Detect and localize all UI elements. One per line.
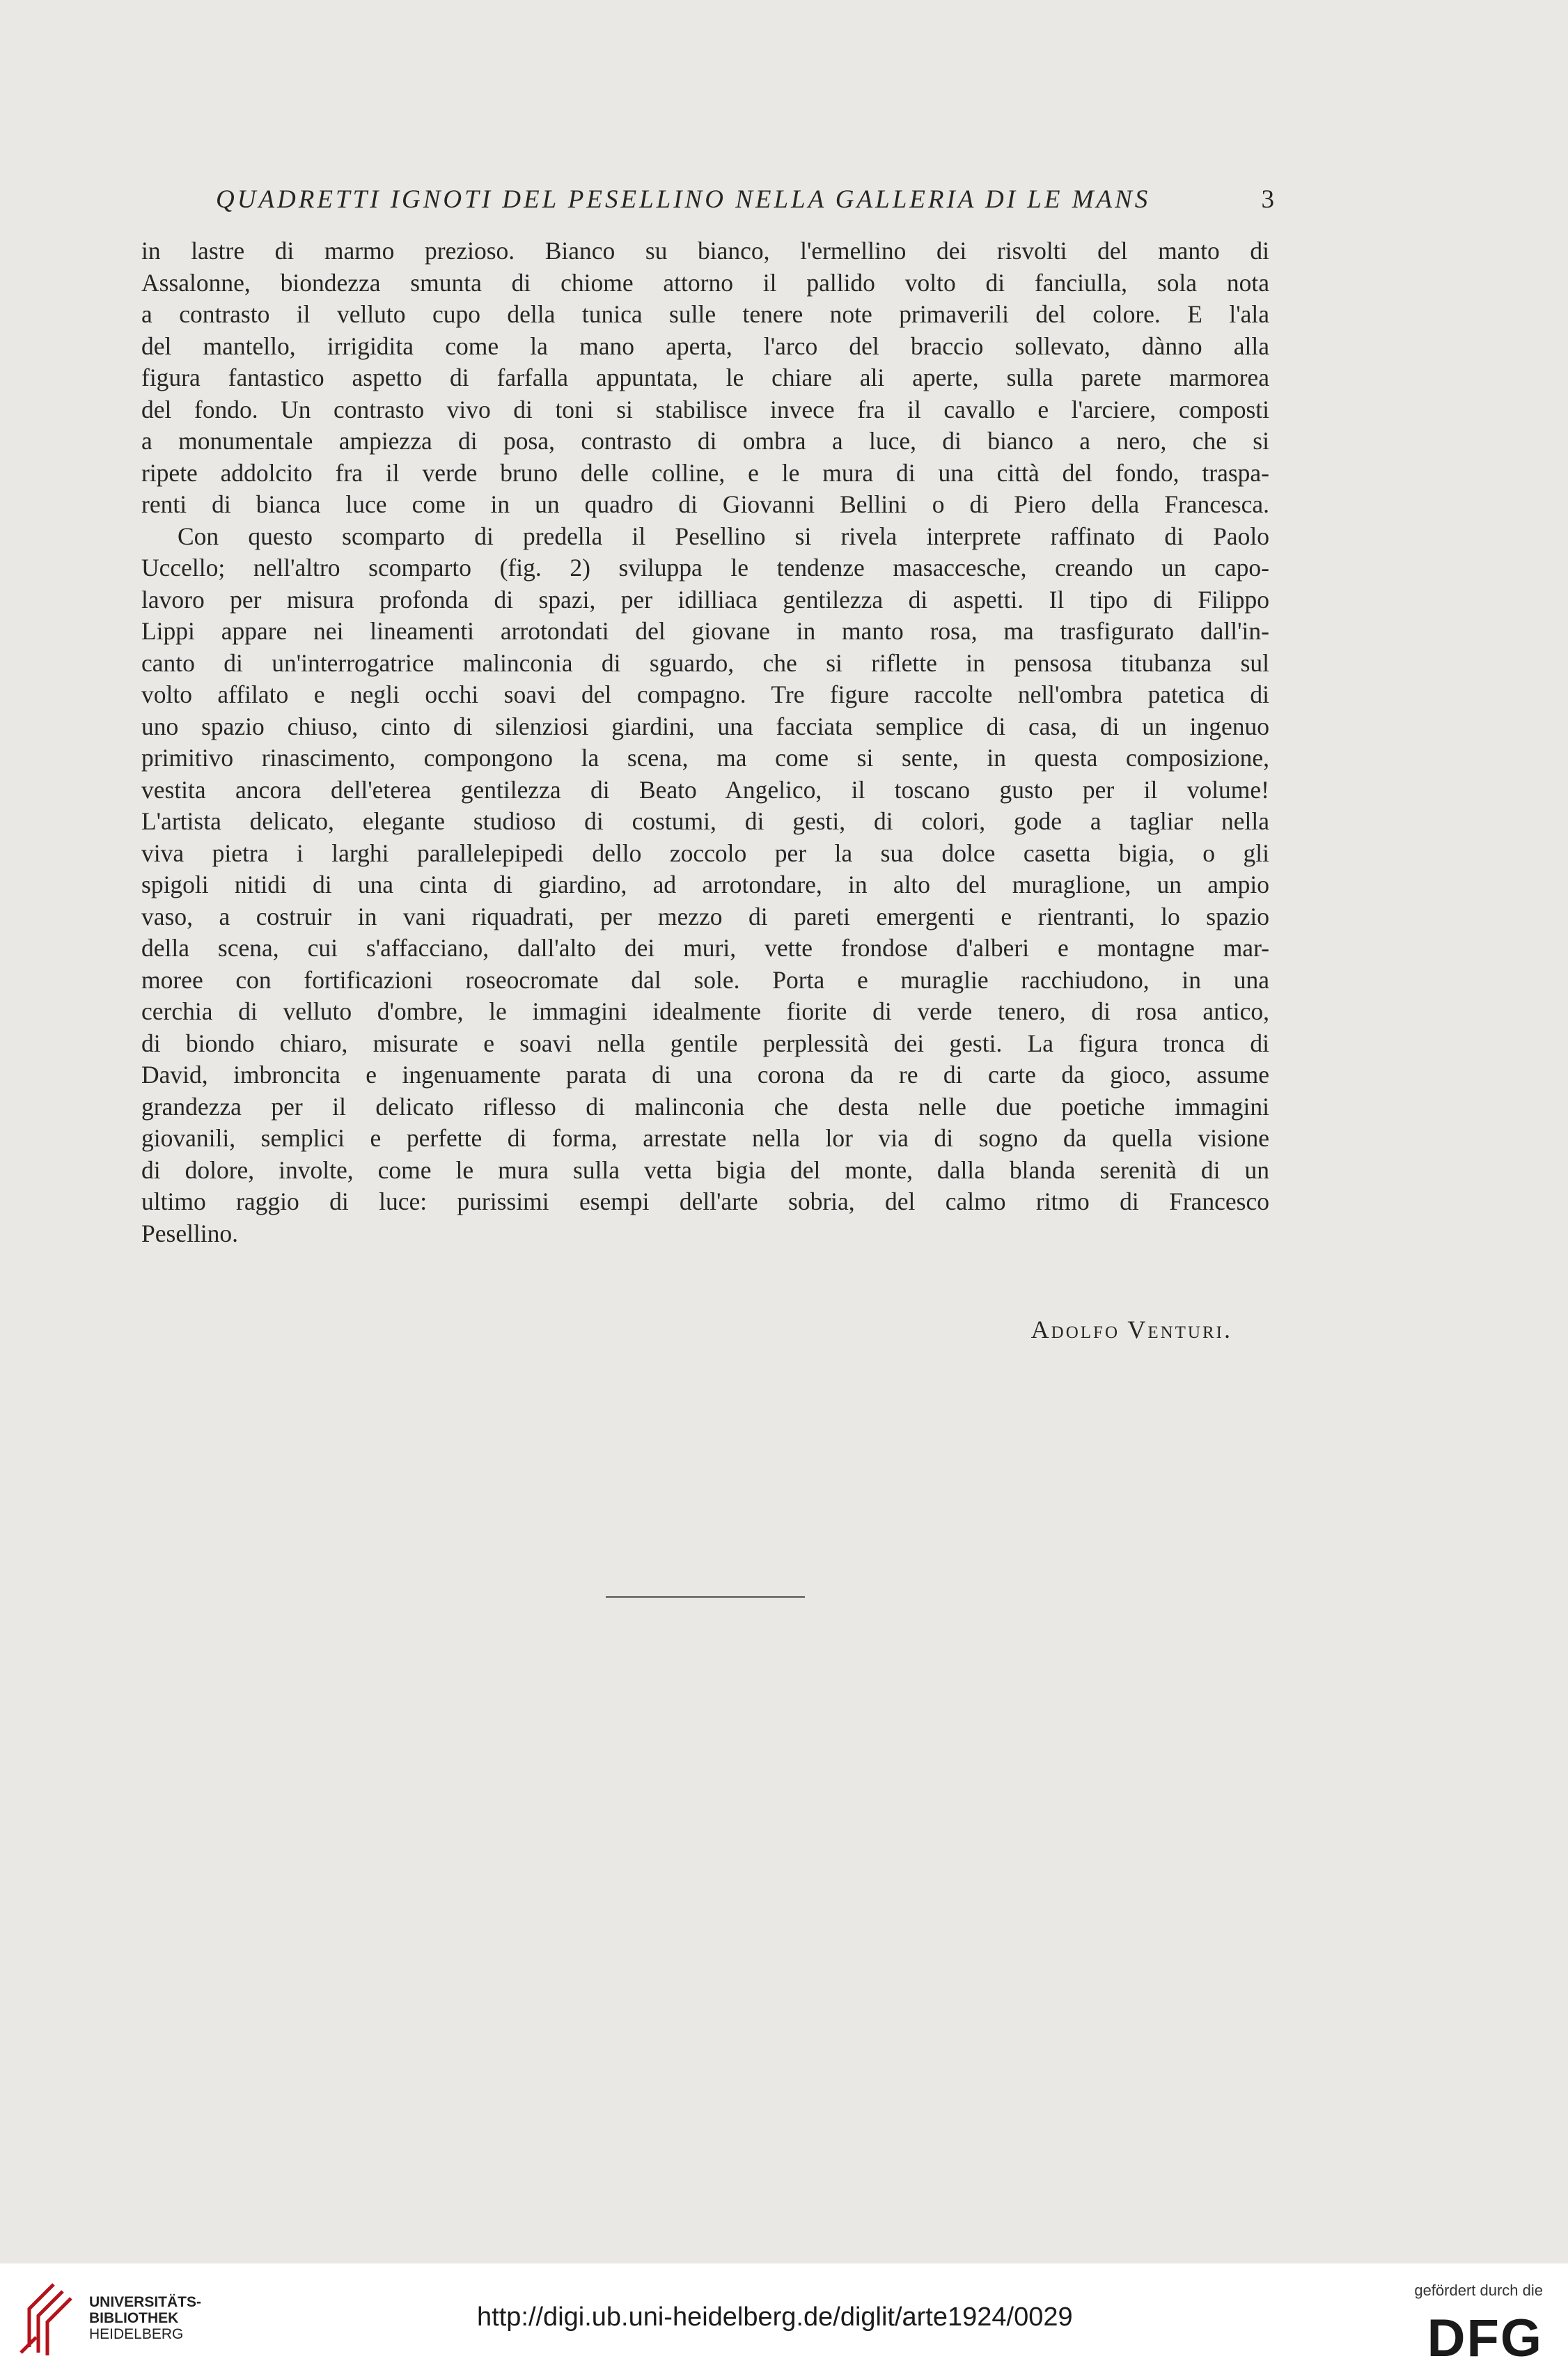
text-line: primitivo rinascimento, compongono la scena, ma come si sente, in questa composizione, [141,744,1269,772]
text-line: vestita ancora dell'eterea gentilezza di Beato Angelico, il toscano gusto per il volume! [141,775,1269,804]
text-line: Lippi appare nei lineamenti arrotondati del giovane in manto rosa, ma trasfigurato dall'in- [141,617,1269,645]
text-line: di dolore, involte, come le mura sulla vetta bigia del monte, dalla blanda serenità di un [141,1155,1269,1184]
running-head-title: QUADRETTI IGNOTI DEL PESELLINO NELLA GALLERIA DI LE MANS [216,185,1151,214]
text-line: viva pietra i larghi parallelepipedi dello zoccolo per la sua dolce casetta bigia, o gli [141,839,1269,867]
funded-by-label: gefördert durch die [1414,2282,1543,2299]
text-line: ultimo raggio di luce: purissimi esempi dell'arte sobria, del calmo ritmo di Francesco [141,1187,1269,1215]
text-line: Con questo scomparto di predella il Pesellino si rivela interprete raffinato di Paolo [178,522,1269,550]
text-line: Pesellino. [141,1219,239,1247]
text-line: David, imbroncita e ingenuamente parata di una corona da re di carte da gioco, assume [141,1061,1269,1089]
text-line: spigoli nitidi di una cinta di giardino, ad arrotondare, in alto del muraglione, un ampio [141,871,1269,898]
text-line: renti di bianca luce come in un quadro di Giovanni Bellini o di Piero della Francesca. [141,490,1269,518]
text-line: figura fantastico aspetto di farfalla appuntata, le chiare ali aperte, sulla parete marmorea [141,364,1269,391]
author-signature: Adolfo Venturi. [1030,1316,1232,1343]
text-line: lavoro per misura profonda di spazi, per idilliaca gentilezza di aspetti. Il tipo di Filippo [141,585,1269,614]
running-head [216,185,1274,226]
text-line: a monumentale ampiezza di posa, contrasto di ombra a luce, di bianco a nero, che si [141,427,1269,455]
university-library-logo-icon [15,2280,85,2358]
text-line: vaso, a costruir in vani riquadrati, per mezzo di pareti emergenti e rientranti, lo spazio [141,902,1269,930]
text-line: di biondo chiaro, misurate e soavi nella gentile perplessità dei gesti. La figura tronca di [141,1029,1269,1057]
text-line: moree con fortificazioni roseocromate dal sole. Porta e muraglie racchiudono, in una [141,965,1269,994]
text-line: a contrasto il velluto cupo della tunica sulle tenere note primaverili del colore. E l'ala [141,300,1269,328]
dfg-logo: DFG [1427,2309,1543,2368]
text-line: giovanili, semplici e perfette di forma, arrestate nella lor via di sogno da quella visione [141,1124,1269,1152]
text-line: uno spazio chiuso, cinto di silenziosi giardini, una facciata semplice di casa, di un ingenuo [141,712,1269,740]
text-line: del fondo. Un contrasto vivo di toni si stabilisce invece fra il cavallo e l'arciere, composti [141,395,1269,423]
text-line: in lastre di marmo prezioso. Bianco su bianco, l'ermellino dei risvolti del manto di [141,237,1269,265]
text-line: della scena, cui s'affacciano, dall'alto dei muri, vette frondose d'alberi e montagne mar- [141,934,1269,962]
text-line: cerchia di velluto d'ombre, le immagini idealmente fiorite di verde tenero, di rosa antico, [141,997,1269,1025]
text-line: Uccello; nell'altro scomparto (fig. 2) sviluppa le tendenze masaccesche, creando un capo- [141,554,1269,582]
library-line-2: BIBLIOTHEK [89,2310,179,2326]
footer-bar [0,2263,1568,2377]
text-line: del mantello, irrigidita come la mano aperta, l'arco del braccio sollevato, dànno alla [141,332,1269,360]
text-line: canto di un'interrogatrice malinconia di sguardo, che si riflette in pensosa titubanza sul [141,648,1269,677]
text-line: L'artista delicato, elegante studioso di costumi, di gesti, di colori, gode a tagliar nella [141,807,1269,835]
library-line-1: UNIVERSITÄTS- [89,2294,202,2310]
end-rule-divider [606,1596,805,1598]
text-line: grandezza per il delicato riflesso di malinconia che desta nelle due poetiche immagini [141,1092,1269,1121]
library-line-3: HEIDELBERG [89,2326,184,2342]
page-number: 3 [1261,185,1274,214]
text-line: Assalonne, biondezza smunta di chiome attorno il pallido volto di fanciulla, sola nota [141,268,1269,297]
library-name [89,2294,201,2342]
body-text [141,235,1269,1249]
permalink-url[interactable]: http://digi.ub.uni-heidelberg.de/diglit/arte1924/0029 [477,2302,1073,2332]
text-line: ripete addolcito fra il verde bruno delle colline, e le mura di una città del fondo, traspa- [141,458,1269,487]
text-line: volto affilato e negli occhi soavi del compagno. Tre figure raccolte nell'ombra patetica di [141,680,1269,708]
